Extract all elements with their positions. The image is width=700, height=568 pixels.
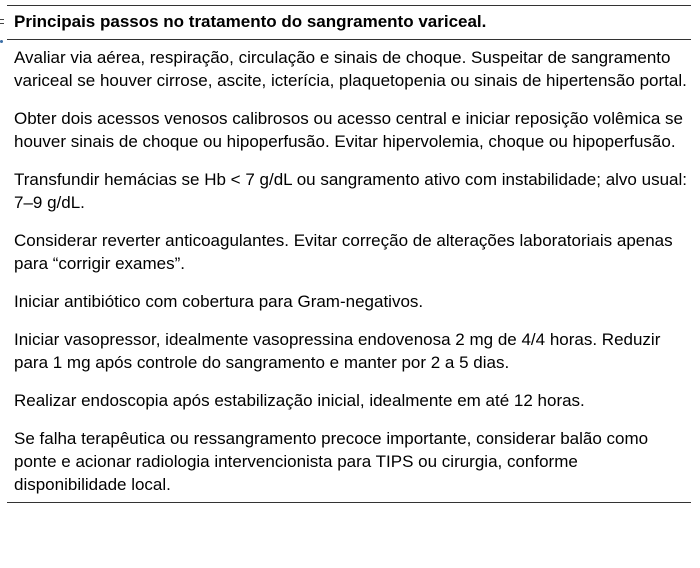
left-edge-mark xyxy=(0,23,4,24)
box-title: Principais passos no tratamento do sangramento variceal. xyxy=(14,12,487,31)
step-item: Avaliar via aérea, respiração, circulação e sinais de choque. Suspeitar de sangramento variceal se houver cirrose, ascite, icterícia, plaquetopenia ou sinais de hipertensão portal. xyxy=(14,48,687,90)
step-item: Iniciar antibiótico com cobertura para Gram-negativos. xyxy=(14,292,424,311)
left-edge-dot xyxy=(0,40,3,43)
step-item: Iniciar vasopressor, idealmente vasopressina endovenosa 2 mg de 4/4 horas. Reduzir para 1 mg após controle do sangramento e manter por 2 a 5 dias. xyxy=(14,330,661,372)
bottom-rule xyxy=(7,502,691,503)
treatment-steps-box xyxy=(7,5,691,503)
step-item: Se falha terapêutica ou ressangramento precoce importante, considerar balão como ponte e acionar radiologia intervencionista para TIPS ou cirurgia, conforme disponibilidade local. xyxy=(14,429,649,494)
left-edge-mark xyxy=(0,19,4,20)
steps-list xyxy=(7,40,691,496)
step-item: Considerar reverter anticoagulantes. Evitar correção de alterações laboratoriais apenas para “corrigir exames”. xyxy=(14,231,673,273)
step-item: Obter dois acessos venosos calibrosos ou acesso central e iniciar reposição volêmica se houver sinais de choque ou hipoperfusão. Evitar hipervolemia, choque ou hipoperfusão. xyxy=(14,109,683,151)
box-header xyxy=(7,6,691,40)
step-item: Transfundir hemácias se Hb < 7 g/dL ou sangramento ativo com instabilidade; alvo usual: 7–9 g/dL. xyxy=(14,170,687,212)
step-item: Realizar endoscopia após estabilização inicial, idealmente em até 12 horas. xyxy=(14,391,585,410)
